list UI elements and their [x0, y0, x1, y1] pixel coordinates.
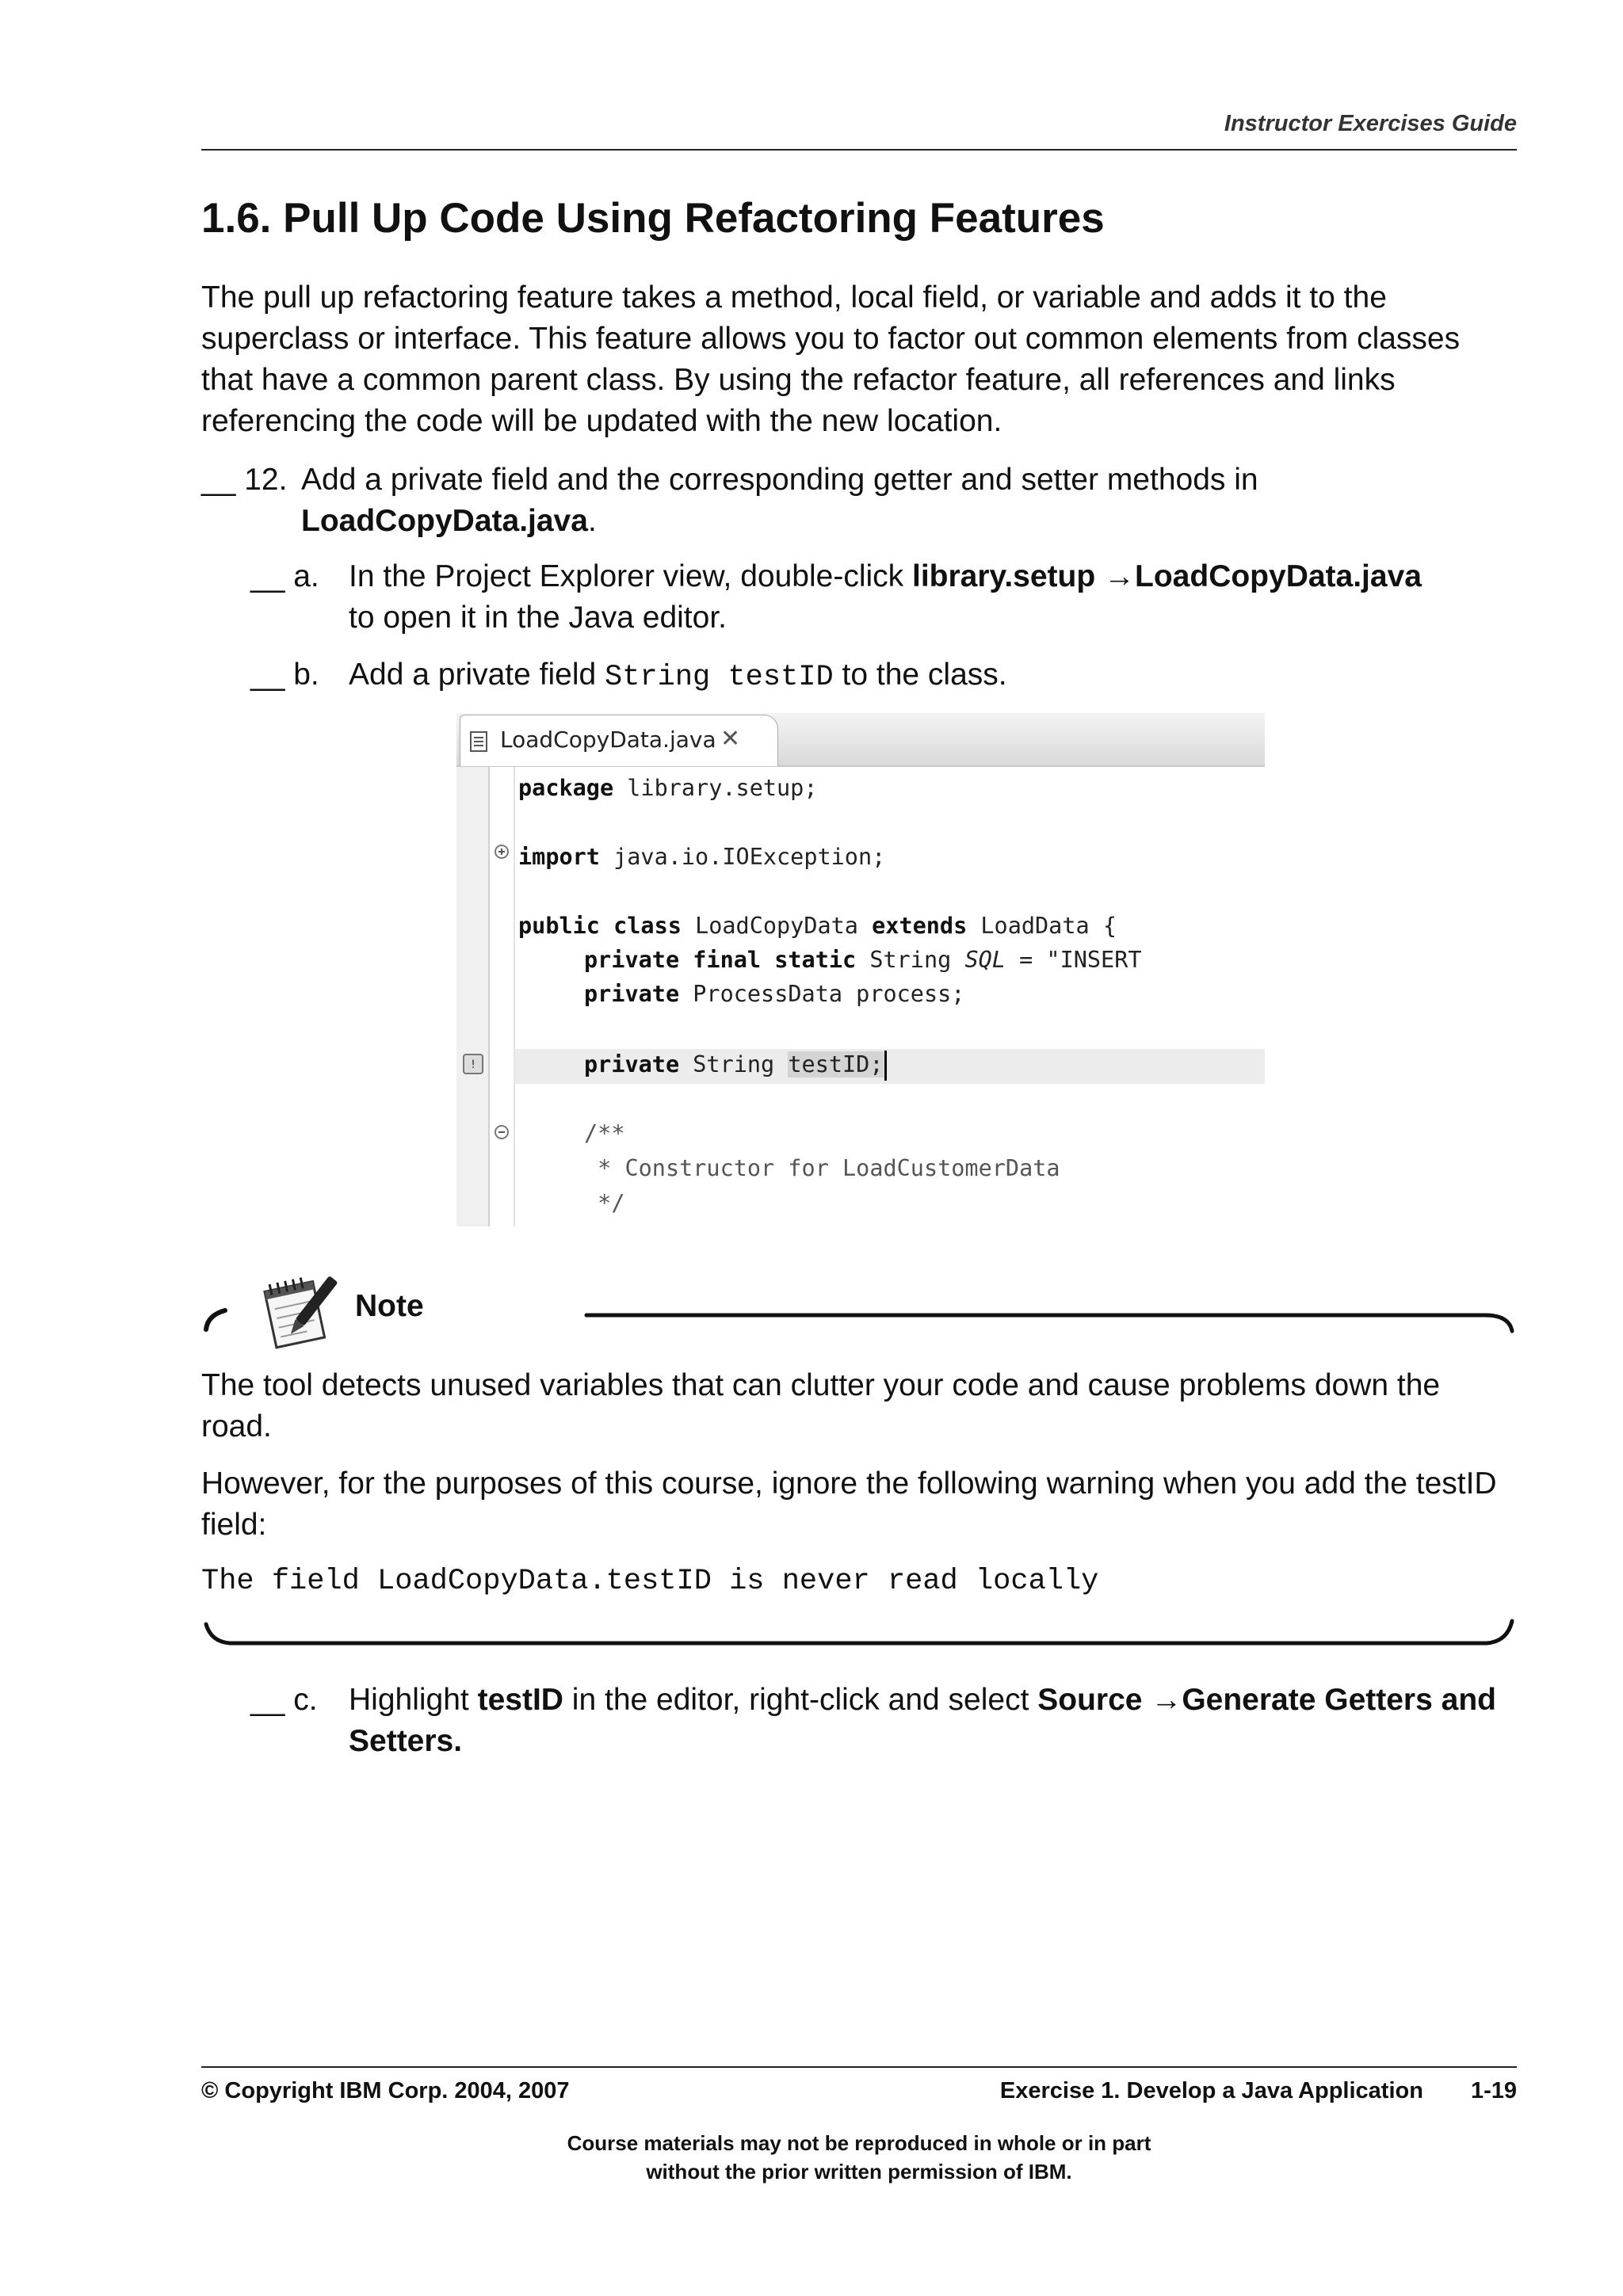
code-line-package: package library.setup; [518, 775, 818, 801]
section-title: 1.6. Pull Up Code Using Refactoring Features [201, 195, 1105, 242]
text-caret [884, 1051, 887, 1081]
step-12-period: . [587, 504, 597, 538]
step-c-menu-generate: Generate Getters and Setters. [349, 1683, 1496, 1758]
editor-tab-bar [456, 713, 1265, 767]
footer-notice [0, 2129, 1623, 2186]
note-paragraph-2: However, for the purposes of this course, ignore the following warning when you add the testID field: [201, 1466, 1497, 1542]
java-file-icon [470, 731, 487, 752]
editor-tab-loadcopydata[interactable] [460, 715, 778, 766]
expand-fold-icon[interactable] [495, 845, 509, 859]
footer-exercise-page [1000, 2078, 1517, 2104]
step-a-checkbox-blank: __ a. [250, 559, 319, 593]
editor-folding-ruler [490, 767, 515, 1226]
step-c-arrow: → [1151, 1683, 1182, 1717]
note-warning-code: The field LoadCopyData.testID is never read locally [201, 1565, 1099, 1598]
code-line-comment-close: */ [584, 1190, 625, 1216]
intro-paragraph: The pull up refactoring feature takes a method, local field, or variable and adds it to the superclass or interface. This feature allows you to factor out common elements from classes that have a common parent class. By using the refactor feature, all references and links referencing the code will be updated with the new location. [201, 280, 1461, 438]
step-12-checkbox-blank: __ 12. [201, 463, 288, 497]
code-line-process-field: private ProcessData process; [584, 981, 965, 1007]
footer-exercise: Exercise 1. Develop a Java Application [999, 2078, 1423, 2103]
collapse-fold-icon[interactable] [495, 1125, 509, 1139]
step-b-checkbox-blank: __ b. [250, 658, 319, 692]
warning-marker-icon[interactable]: ! [463, 1054, 483, 1074]
step-c-text-1: Highlight [349, 1683, 478, 1717]
editor-tab-label: LoadCopyData.java [500, 727, 716, 753]
step-b [250, 654, 1517, 699]
code-line-class-decl: public class LoadCopyData extends LoadData { [518, 913, 1117, 939]
step-b-text-suffix: to the class. [833, 658, 1007, 692]
step-a-text: In the Project Explorer view, double-click [349, 559, 912, 593]
step-c-field: testID [477, 1683, 563, 1717]
editor-ruler [456, 767, 490, 1226]
footer-notice-line-2: without the prior written permission of IBM. [646, 2160, 1072, 2183]
java-editor-screenshot [456, 713, 1265, 1226]
header-rule [201, 149, 1517, 151]
step-c [250, 1680, 1517, 1767]
step-b-text: Add a private field [349, 658, 605, 692]
close-icon[interactable]: ✕ [720, 725, 741, 753]
footer-notice-line-1: Course materials may not be reproduced in whole or in part [567, 2131, 1151, 2155]
step-a-text-suffix: to open it in the Java editor. [349, 601, 727, 635]
note-paragraph-1: The tool detects unused variables that can clutter your code and cause problems down the road. [201, 1368, 1441, 1444]
step-a-path-file: LoadCopyData.java [1135, 559, 1422, 593]
note-label: Note [355, 1289, 424, 1323]
code-line-import: import java.io.IOException; [518, 844, 886, 870]
notepad-pen-icon [255, 1268, 342, 1355]
step-a [250, 556, 1517, 643]
step-c-checkbox-blank: __ c. [250, 1683, 318, 1717]
selected-testid: testID; [788, 1051, 884, 1077]
footer-page-number: 1-19 [1470, 2078, 1517, 2103]
step-a-arrow: → [1104, 559, 1136, 593]
step-c-menu-source: Source [1037, 1683, 1143, 1717]
code-line-comment-body: * Constructor for LoadCustomerData [584, 1155, 1060, 1181]
code-line-sql-field: private final static String SQL = "INSERT [584, 947, 1142, 973]
running-header-title: Instructor Exercises Guide [1224, 111, 1517, 136]
step-12 [201, 460, 1517, 547]
footer-copyright: © Copyright IBM Corp. 2004, 2007 [201, 2078, 570, 2103]
footer-rule [201, 2066, 1517, 2068]
code-line-testid-field: private String testID; [584, 1051, 887, 1081]
step-12-text: Add a private field and the corresponding getter and setter methods in [301, 463, 1258, 497]
step-12-file: LoadCopyData.java [301, 504, 588, 538]
code-line-comment-open: /** [584, 1120, 625, 1146]
step-c-text-2: in the editor, right-click and select [563, 1683, 1038, 1717]
step-b-code: String testID [605, 661, 834, 694]
step-a-path-project: library.setup [912, 559, 1096, 593]
